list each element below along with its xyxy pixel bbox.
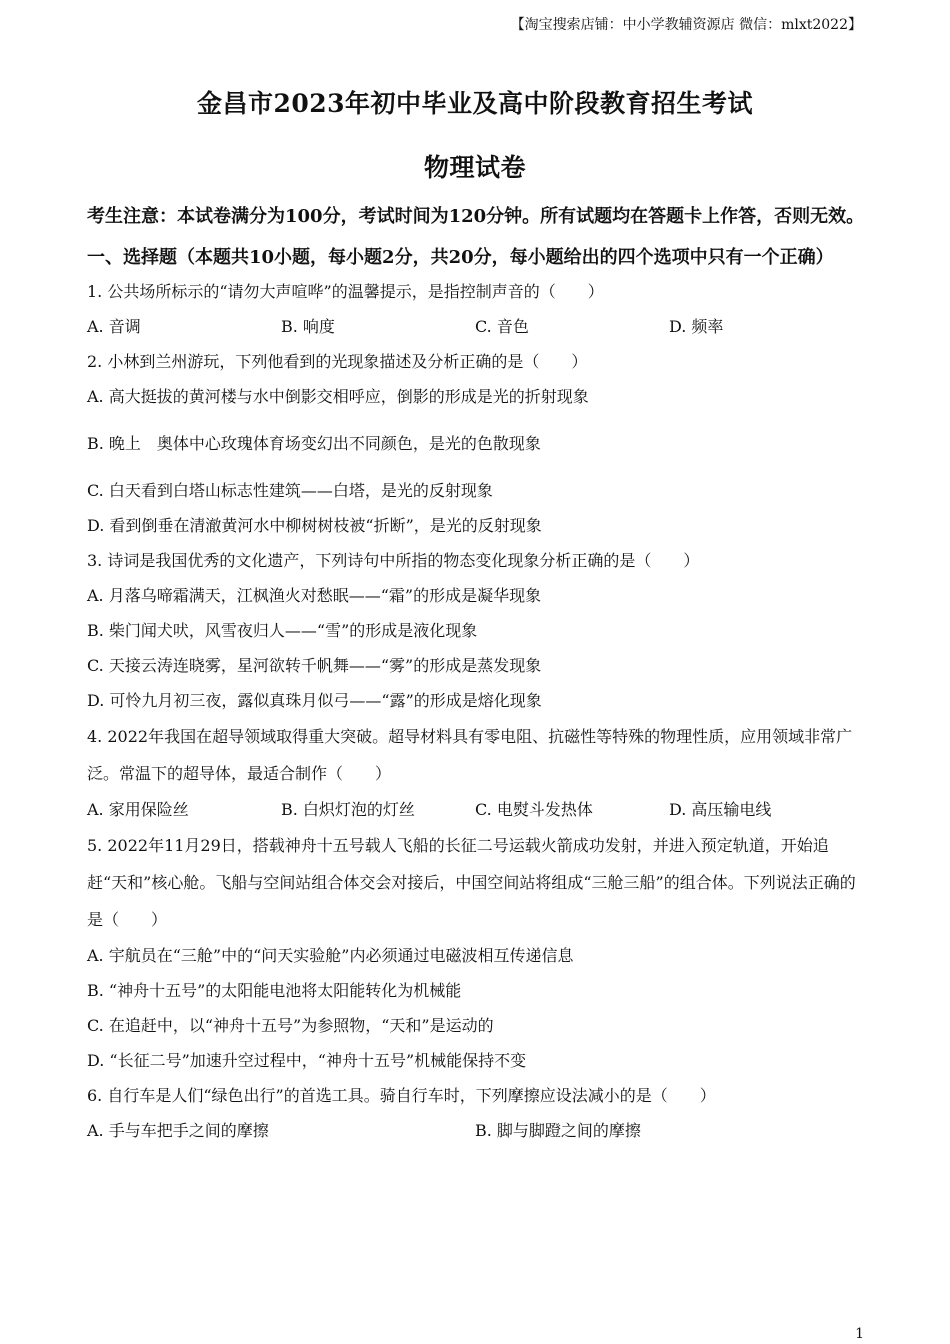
option-a: A. 高大挺拔的黄河楼与水中倒影交相呼应，倒影的形成是光的折射现象 [87,387,589,406]
question-stem: 5. 2022年11月29日，搭载神舟十五号载人飞船的长征二号运载火箭成功发射，并进入预定轨道，开始追赶“天和”核心舱。飞船与空间站组合体交会对接后，中国空间站将组成“三舱三船”的组合体。下列说法正确的是（ ） [87,836,856,929]
option-d: D. 看到倒垂在清澈黄河水中柳树树枝被“折断”，是光的反射现象 [87,516,542,535]
option-b: B. 响度 [281,317,335,336]
option-b: B. 白炽灯泡的灯丝 [281,800,415,819]
question-stem: 3. 诗词是我国优秀的文化遗产，下列诗句中所指的物态变化现象分析正确的是（ ） [87,551,700,570]
header-note: 【淘宝搜索店铺：中小学教辅资源店 微信：mlxt2022】 [510,17,862,33]
option-a: A. 月落乌啼霜满天，江枫渔火对愁眠——“霜”的形成是凝华现象 [87,586,542,605]
question-stem: 2. 小林到兰州游玩，下列他看到的光现象描述及分析正确的是（ ） [87,352,588,371]
option-c: C. 音色 [475,317,529,336]
option-d: D. 频率 [669,317,724,336]
option-d: D. 可怜九月初三夜，露似真珠月似弓——“露”的形成是熔化现象 [87,691,542,710]
option-a: A. 宇航员在“三舱”中的“问天实验舱”内必须通过电磁波相互传递信息 [87,946,574,965]
exam-notice: 考生注意：本试卷满分为100分，考试时间为120分钟。所有试题均在答题卡上作答，否则无效。 [87,206,865,227]
page-subtitle: 物理试卷 [423,153,526,182]
question-stem: 4. 2022年我国在超导领域取得重大突破。超导材料具有零电阻、抗磁性等特殊的物理性质，应用领域非常广泛。常温下的超导体，最适合制作（ ） [87,727,853,783]
option-a: A. 家用保险丝 [87,800,189,819]
option-b: B. 柴门闻犬吠，风雪夜归人——“雪”的形成是液化现象 [87,621,478,640]
option-a: A. 手与车把手之间的摩擦 [87,1121,269,1140]
option-row [87,309,867,344]
question-stem: 1. 公共场所标示的“请勿大声喧哗”的温馨提示，是指控制声音的（ ） [87,282,604,301]
option-c: C. 在追赶中，以“神舟十五号”为参照物，“天和”是运动的 [87,1016,494,1035]
option-b: B. 脚与脚蹬之间的摩擦 [475,1121,641,1140]
page-number: 1 [855,1326,864,1342]
question-stem: 6. 自行车是人们“绿色出行”的首选工具。骑自行车时，下列摩擦应设法减小的是（ ） [87,1086,716,1105]
option-b: B. 晚上 奥体中心玫瑰体育场变幻出不同颜色，是光的色散现象 [87,434,541,453]
option-d: D. 高压输电线 [669,800,772,819]
section-heading: 一、选择题（本题共10小题，每小题2分，共20分，每小题给出的四个选项中只有一个正确） [87,247,834,268]
option-b: B. “神舟十五号”的太阳能电池将太阳能转化为机械能 [87,981,462,1000]
page-title: 金昌市2023年初中毕业及高中阶段教育招生考试 [196,89,754,118]
option-row [87,1113,867,1148]
option-c: C. 天接云涛连晓雾，星河欲转千帆舞——“雾”的形成是蒸发现象 [87,656,542,675]
exam-content [87,198,867,1148]
option-c: C. 电熨斗发热体 [475,800,593,819]
option-d: D. “长征二号”加速升空过程中，“神舟十五号”机械能保持不变 [87,1051,527,1070]
option-c: C. 白天看到白塔山标志性建筑——白塔，是光的反射现象 [87,481,493,500]
option-a: A. 音调 [87,317,141,336]
option-row [87,792,867,827]
